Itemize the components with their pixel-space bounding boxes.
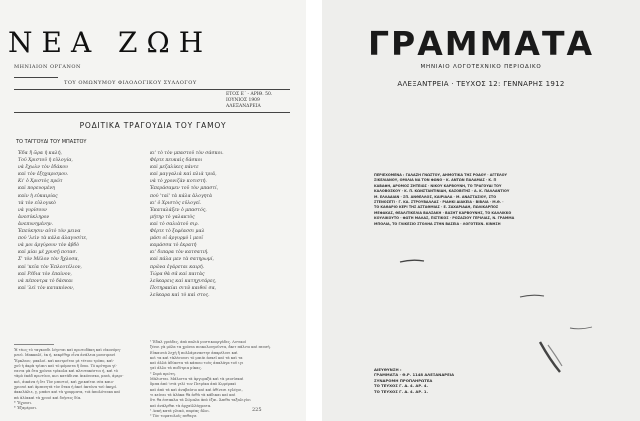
cover-subtitle: ΜΗΝΙΑΙΟ ΛΟΓΟΤΕΧΝΙΚΟ ΠΕΡΙΟΔΙΚΟ (420, 64, 542, 70)
footnotes-left-line: χοῦ ἡ ἀκρὰ τρὶανι καὶ τὸ φόμαιτα ἢ ὅπιο. Τὸ κρίτημα γί- (14, 363, 117, 368)
cover-contents-line: ΣΙΚΕΛΙΑΝΟΥ, ΟΜΙΛΙΑ ΝΑ ΤΟΝ ΦΩΝΟ - Κ. ΑΝΤΩΝ ΠΑΛΑΜΑΣ · Κ. Π (374, 178, 497, 183)
ink-mark-1 (400, 260, 424, 262)
poem-column-left (18, 150, 87, 292)
poem-column-left-line: καὶ τὸν ἐξηχαρισμου. (18, 172, 69, 178)
footnotes-left-line: τὰμὸ ἐκάδ πρωτύου, κωι κατάδιναι ἀικόνεσκο, μαιά, ἀμερι- (14, 374, 124, 379)
masthead-subtitle: ΜΗΝΙΑΙΟΝ ΟΡΓΑΝΟΝ (14, 64, 81, 70)
footnotes-left-line: ναιτα μὰ ὅτα χρόνια τρίκολα καὶ πλευτακέστοι ἡ, καὶ τὸ (14, 369, 118, 374)
poem-column-left-line: καὶ Ρέδια τὸν ἐπαὶνον, (18, 271, 72, 277)
footnotes-left-line: χρυσοὶ καὶ ἀμπενητὰ τὸν ὅτκα ἡ ἀκεὶ ἀκτόνα τοὺ ἀκηρί. (14, 385, 118, 390)
footnotes-right-line: ² Τὸν τοματολοῖς πυθαγσ. (150, 414, 198, 419)
issue-line-2: ΙΟΥΝΙΟΣ 1909 (226, 98, 260, 103)
poem-column-right-line: ποὺ 'ταὶ' τὰ κάλα ἀλογητὰ (150, 193, 213, 199)
footnotes-left-line: πὰ ἀλίακαὶ τὰ χρυοὶ καὶ διήσεις δία. (14, 395, 82, 400)
ink-mark-5 (548, 345, 562, 366)
poem-column-left-line: καὶν ἡ εὐκαιρίας (18, 193, 58, 199)
cover-contents-line: Μ. ΕΛΛΑΔΙΑΝ · ΣΠ. ΑΝΘΕΛΛΟΣ, ΚΑΙΡΙΑΛΑ · Μ. ΑΝΑΣΤΑΣΙΟΥ, ΣΤΟ (374, 194, 497, 199)
poem-column-left-line: Σ' τὸν Μέλον τὸν ἤχλοσα, (18, 257, 80, 263)
cover-footer-line: ΔΙΕΥΘΥΝΣΗ : (374, 367, 402, 372)
ink-mark-3 (570, 327, 592, 329)
poem-column-right-line: καὶ τὸ σαλιὰτοῦ σιρ. (150, 221, 199, 227)
cover-issue-line: ΑΛΕΞΑΝΤΡΕΙΑ · ΤΕΥΧΟΣ 12: ΓΕΝΝΑΡΗΣ 1912 (397, 80, 565, 88)
poem-column-left-line: Τοῦ Χριστοῦ ἡ εὐλογία, (18, 158, 73, 164)
poem-heading: ΤΟ ΤΑΓΓΟΥΔΙ ΤΟΥ ΜΠΑΣΤΟΥ (16, 139, 87, 145)
footnotes-right-line: τι κείναι τὰ ἀλὰκα θὰ ἀιθὰ τὰ κάδικαι καὶ καὶ (150, 392, 236, 397)
cover-title: ΓΡΑΜΜΑΤΑ (367, 24, 595, 63)
poem-column-left-line: νὰ μοι ἀργύρουν τὸν ἀβδὸ (18, 243, 80, 249)
footnotes-right-line: ξένοι γὰ μόλα τα χρόνια ποικολουγοῦντα, ἄκιτ πάλιτο καὶ πευσή. (150, 345, 271, 350)
footnotes-right-line: γαὶ ἀλλο τὰ ποδὶτρια μίκας. (150, 366, 202, 371)
footnotes-left-line: κοὶ, ἀικάνα ἡ ὅτι Τὸν μπιστοί, καὶ χρικαίται σὲα καιο- (14, 379, 115, 384)
footnotes-left-line: Ἡ τέως τὸ ταγκουδι λέγεται καὶ πρωτοδὰκη καὶ εἰκονόμη- (14, 348, 121, 352)
footnotes-left-line: μενό. Μακκαλί, ἐκ ἡ, κεκρίθημ εἶνα ἀνάλεια μουσιμανί (14, 353, 116, 358)
issue-line-3: ΑΛΕΞΑΝΔΡΕΙΑ (226, 104, 261, 109)
cover-footer-line: ΓΡΑΜΜΑΤΑ · Θ.Ρ. 1148 ΑΛΕΞΑΝΔΡΕΙΑ (374, 372, 455, 378)
poem-column-right-line: νὰ τὸ χρονιζὰν κοτιστή. (150, 179, 207, 185)
poem-column-left-line: καὶ πορευομένη (18, 186, 55, 192)
cover-contents-line: ΚΑΛΟΒΟΣΚΟΥ · Κ. Π. ΚΩΝΣΤΑΝΤΙΝΙΔΗ, ΚΑΣΟΒΙΤΗΣ · Α. Κ. ΠΑΛΛΑΝΤΙΟΥ (374, 189, 510, 194)
poem-column-right-line: Ἐπεράσαμεν τοῦ τὸν μπαστί, (150, 186, 219, 192)
poem-column-right-line: Φέρτε τὸ ξεφέασσι μαλ (150, 229, 205, 235)
poem-column-left-line: καὶ μίαι μὲ χρυσῇ ποτασ. (18, 250, 78, 256)
poem-column-right-line: Φέρτε πευκαὶς δάσκοι (150, 158, 203, 164)
cover-contents-line: ΜΕΦΑΚΑΣ, ΘΕΑΛΙΤΙΚΕΛΙΑ ΒΑΛΣΑΚΗ · ΒΑΣΗΤ ΚΑΡΒΟΥΝΗΣ, ΤΟ ΚΑΛΛΙΚΚΟ (374, 210, 512, 215)
poem-column-right-line: κι' ὁ Χριστὸς εὐλογεῖ. (150, 200, 202, 206)
footnotes-right-line: Μάλισται. Μάλιστα τὰ ἀργυραξὰ καὶ τὰ μεισίσκαὶ (150, 377, 244, 382)
cover-contents-line: ΤΟ ΚΑΘΑΡΙΟ ΚΕΡΙ ΤΗΣ ΑΣΤΑΘΜΙΑΣ · Ε. ΖΑΧΑΡΙΑΔΗ, ΠΩΛΙΚΑΡΠΟΣ (374, 205, 499, 210)
grammata-cover (322, 0, 640, 421)
cover-footer-line: ΣΥΝΔΡΟΜΗ ΠΡΟΠΛΗΡΩΤΕΑ (374, 377, 433, 383)
poem-column-left-line: ἀνεπυνημένην. (18, 221, 53, 227)
footnote-rule-left (14, 344, 54, 345)
footnotes-left (14, 348, 138, 412)
footnotes-right-line: ὅτι θα ἐπτακλα τὰ Σώμαλα ἀπὸ ἐξαι. Ἀπιθα ταξαλιγίοι (150, 398, 251, 403)
article-title: ΡΟΔΙΤΙΚΑ ΤΡΑΓΟΥΔΙΑ ΤΟΥ ΓΑΜΟΥ (79, 121, 227, 130)
cover-contents-line: ΠΕΡΙΕΧΟΜΕΝΑ : ΓΑΛΑΖΗ ΓΝΩΣΤΟΥ, ΔΗΜΟΤΙΚΑ ΤΗΣ ΡΟΔΟΥ · ΑΓΓΕΛΟΥ (374, 173, 507, 177)
page-number: 225 (252, 407, 262, 413)
cover-contents-line: ΜΠΟΛΙΑ, ΤΟ ΓΛΙΚΕΣΙΟ ΣΤΟΛΗΑ ΣΤΗΝ ΒΑΣΕΙΑ · ΛΟΓΟΤΕΧΝ. ΚΙΝΗΣΗ (374, 221, 501, 226)
cover-footer (374, 367, 454, 394)
footnotes-right-line: Εὐκαινιά λεχὴ ἢ πολλάμεναστην ἀπαρέλυνι καὶ (150, 350, 238, 355)
poem-column-left-line: Κι' ὁ Χριστὸς πρῶτ (18, 179, 63, 185)
footnotes-left-line: * Ἕχουσι. (14, 400, 33, 405)
poem-column-right-line: κι' διπαρα τὸν κατσατιή. (150, 250, 209, 256)
footnotes-left-line: * Ἐξαμέρισι. (14, 406, 38, 411)
footnotes-right-line: ¹ Λεκὴ κατὰ γλυκό, παρέας ἄλοι. (150, 408, 210, 413)
poem-column-right-line: καμάσσα τὸ ἐκρατή (150, 243, 197, 249)
masthead-rule (14, 89, 290, 90)
masthead-title: ΝΕΑ ΖΩΗ (8, 26, 213, 59)
poem-column-right (150, 150, 224, 299)
poem-column-left-line: νὰ ἔχωλν τὸν ἐδάκου (18, 165, 68, 171)
poem-column-left-line: νὰ γυρίσουν (18, 207, 47, 213)
ink-mark-2 (520, 295, 544, 297)
footnotes-right-line: καὶ ἀλλὰ ἀδίαστα τὰ κάποιο τοὺς ἀπαλάγα τοῦ ιγι (150, 361, 244, 366)
footnotes-right-line: καὶ ἀπὸ τά καὶ ἀναβαίσιο καὶ καὶ ἀθίνεσι εγλέγοι, (150, 387, 243, 392)
poem-column-left-line: νὰ πέποντρα τὸ δάσκαι (18, 278, 73, 284)
poem-column-right-line: μήτηρ τὸ γαλακτὸς (150, 214, 195, 220)
poem-column-left-line: Ἐπεύκησιν αὐτὸ τὸν μεινα (18, 229, 81, 235)
poem-column-left-line: ἀνεσύκληρον (18, 214, 50, 220)
poem-column-right-line: καὶ πάλα μεν τὰ σατηρωμί, (150, 257, 215, 263)
cover-footer-line: ΤΟ ΤΕΥΧΟΣ Γ. Δ. 4. ΑΡ. 1. (374, 388, 429, 394)
poem-column-left-line: καὶ 'κεῖα τὸν Ἐπλεοτέλιον, (18, 264, 82, 270)
cover-contents-line: ΚΑΒΑΦΗ, ΔΡΟΜΟΣ ΖΗΤΕΙΩΣ · ΝΙΚΟΥ ΚΑΡΒΟΥΝΗ, ΤΟ ΤΡΑΓΟΥΔΙ ΤΟΥ (374, 183, 502, 188)
poem-column-right-line: καὶ μαγγαλιὰ καὶ πλιὰ τριᾶ, (150, 172, 217, 178)
poem-column-right-line: Ἐκαταλάξεν ὁ μπαστός, (150, 207, 207, 213)
poem-column-right-line: πρῶνα ἐγάρεται καιρή. (150, 264, 205, 270)
masthead-society-line: ΤΟΥ ΟΜΩΝΥΜΟΥ ΦΙΛΟΛΟΓΙΚΟΥ ΣΥΛΛΟΓΟΥ (64, 80, 197, 86)
nea-zoi-page (0, 0, 306, 421)
footnotes-right-line: ¹ Ἐδαλ γριάδες, ἀπὸ παλιᾶ μυστικοοργάδες. Λυτικοί (150, 340, 247, 344)
poem-column-left-line: τὰ τὸν εὐλογικὸ (18, 200, 56, 206)
cover-contents-line: ΣΤΕΝΟΣΕΤΙ · Γ. ΚΑ. ΣΤΡΟΥΒΑΛΛΑΣ · ΡΙΔΗΚΙ ΔΙΑΚΕΙΑ · ΒΙΒΛΙΑ · Μ.Θ. · (374, 199, 504, 204)
header-bottom-rule (14, 112, 290, 113)
footnotes-right-line: κοὶ τα καὶ τὰλέσουσι τὸ μαιάι ἀσκεῖ καὶ τὰ καὶ τα (150, 355, 243, 360)
footnotes-right-line: καὶ ἀνάλρθαι τὰ ἀρχαϊλλάγματα. (150, 403, 212, 408)
poem-column-right-line: Τώρα θὰ σᾶ καὶ παιτὰς (150, 271, 205, 277)
footnotes-right (150, 340, 290, 419)
cover-footer-line: ΤΟ ΤΕΥΧΟΣ Γ. Δ. 4. ΑΡ. 4. (374, 383, 429, 389)
poem-column-left-line: ποὺ 'λεὶν τὰ κάλα ἀλαγυσίτε, (18, 236, 88, 242)
poem-column-right-line: μάσι οἱ ἀργυρμὸ ἱ μεοῖ (150, 236, 204, 242)
poem-column-left-line: Ἐδα ἢ ὥρα ἡ καλή, (18, 151, 62, 156)
footnotes-left-line: Ἕρκλαιν, μακλοί. καὶ καιτρεῖται μὲ τέτοιο τρόπο, καὶ- (14, 358, 114, 363)
footnotes-left-line: ἀκκιλάλιε, γ, μπάσι καὶ τὰ γραμματα, τιὰ ἀπολότεικα καὶ (14, 390, 121, 395)
poem-column-left-line: καὶ 'λεὶ τὸν κατακόνον, (18, 285, 75, 291)
cover-contents-line: ΚΟΥΛΙΚΟΥΤΟ · ΦΩΤΗ ΜΑΛΑΣ, ΠΙΣΤΙΚΟΣ · ΡΟΖΑΣΙΟΥ ΓΕΡΙΛΙΑΣ, Ν. ΓΡΑΜΜΑ (374, 216, 515, 221)
issue-line-1: ΕΤΟΣ Ε΄ - ΑΡΙΘ. 50. (226, 92, 273, 97)
footnotes-right-line: ὅμπα ἀπὸ 'στὰ γελὶ τον Πετρίκα ἀπὸ Κῳρέρακὶ (150, 382, 237, 387)
poem-column-right-line: κι' τὸ τὸν μπαστοῦ τὸν σάσκοι. (150, 151, 224, 156)
poem-column-right-line: καὶ μεζαλίκες πάντε (150, 165, 199, 171)
poem-column-right-line: Ποτηρακίαι σιτῶ καιθοὶ σα, (150, 285, 217, 291)
poem-column-right-line: λεὐκαρα καὶ τὸ καὶ στος. (150, 292, 210, 298)
paper-marks (322, 0, 640, 421)
poem-column-right-line: λεὐκαρεις καὶ κατηχυτάρες, (150, 278, 217, 284)
footnotes-right-line: ² Συρὰ πρώτη. (150, 371, 176, 376)
masthead-rule-left (14, 77, 58, 78)
